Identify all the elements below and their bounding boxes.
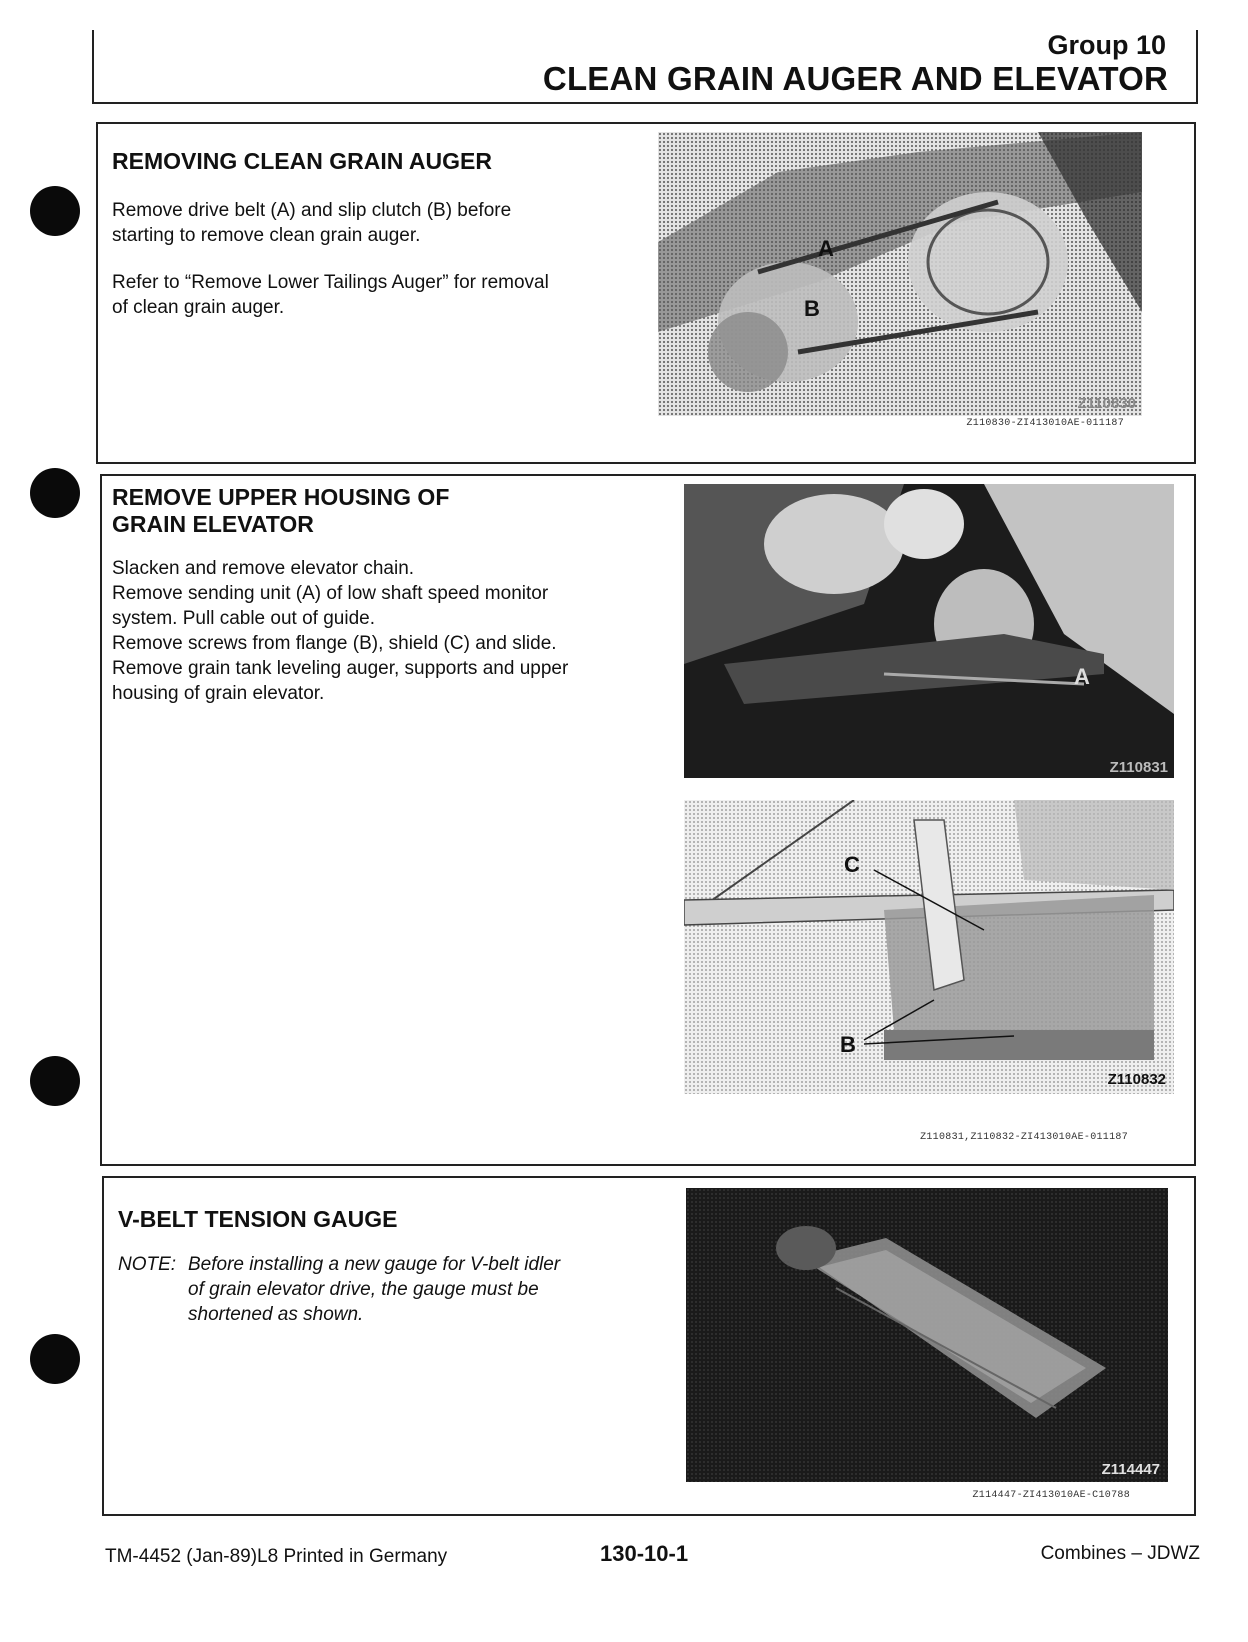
photo-number: Z110831 xyxy=(1109,759,1168,776)
section-removing-clean-grain-auger xyxy=(96,122,1196,464)
photo-sending-unit xyxy=(684,484,1174,778)
binder-hole xyxy=(30,468,80,518)
binder-hole xyxy=(30,1056,80,1106)
footer-document-id: TM-4452 (Jan-89)L8 Printed in Germany xyxy=(105,1546,448,1567)
text-line: of clean grain auger. xyxy=(112,297,285,318)
text-line: starting to remove clean grain auger. xyxy=(112,225,421,246)
text-line: Remove sending unit (A) of low shaft speed monitor xyxy=(112,583,549,604)
text-line: housing of grain elevator. xyxy=(112,683,325,704)
note-line: of grain elevator drive, the gauge must be xyxy=(188,1279,539,1300)
photo-v-belt-gauge xyxy=(686,1188,1168,1482)
photo-caption: Z110831,Z110832-ZI413010AE-011187 xyxy=(920,1132,1128,1143)
section-title: V-BELT TENSION GAUGE xyxy=(118,1206,398,1232)
callout-c: C xyxy=(844,852,860,877)
callout-a: A xyxy=(818,236,834,261)
note-line: Before installing a new gauge for V-belt idler xyxy=(188,1254,561,1275)
text-line: Remove screws from flange (B), shield (C) and slide. xyxy=(112,633,557,654)
section-title-line: GRAIN ELEVATOR xyxy=(112,511,314,537)
photo-flange-shield xyxy=(684,800,1174,1094)
section-v-belt-tension-gauge xyxy=(102,1176,1196,1516)
text-line: system. Pull cable out of guide. xyxy=(112,608,375,629)
photo-number: Z114447 xyxy=(1101,1461,1160,1478)
section-title xyxy=(112,484,449,538)
text-line: Refer to “Remove Lower Tailings Auger” for removal xyxy=(112,272,549,293)
text-line: Remove grain tank leveling auger, supports and upper xyxy=(112,658,569,679)
page-header xyxy=(92,30,1198,104)
note xyxy=(118,1252,638,1327)
photo-number: Z110832 xyxy=(1107,1071,1166,1088)
section-remove-upper-housing xyxy=(100,474,1196,1166)
photo-caption: Z110830-ZI413010AE-011187 xyxy=(966,418,1124,429)
photo-clean-grain-auger-drive xyxy=(658,132,1142,416)
paragraph xyxy=(112,198,632,248)
binder-hole xyxy=(30,186,80,236)
note-label: NOTE: xyxy=(118,1254,177,1275)
section-title: REMOVING CLEAN GRAIN AUGER xyxy=(112,148,492,174)
footer-product: Combines – JDWZ xyxy=(1040,1543,1200,1564)
chapter-title: CLEAN GRAIN AUGER AND ELEVATOR xyxy=(542,60,1168,97)
group-label: Group 10 xyxy=(1047,30,1166,60)
text-line: Slacken and remove elevator chain. xyxy=(112,558,415,579)
callout-b: B xyxy=(840,1032,856,1057)
text-line: Remove drive belt (A) and slip clutch (B) before xyxy=(112,200,512,221)
footer-page-number: 130-10-1 xyxy=(600,1541,689,1566)
paragraph xyxy=(112,270,632,320)
photo-caption: Z114447-ZI413010AE-C10788 xyxy=(972,1490,1130,1501)
section-title-line: REMOVE UPPER HOUSING OF xyxy=(112,484,450,510)
paragraph xyxy=(112,556,632,706)
binder-hole xyxy=(30,1334,80,1384)
note-line: shortened as shown. xyxy=(188,1304,364,1325)
photo-number: Z110830 xyxy=(1077,395,1136,412)
callout-a: A xyxy=(1074,664,1090,689)
callout-b: B xyxy=(804,296,820,321)
